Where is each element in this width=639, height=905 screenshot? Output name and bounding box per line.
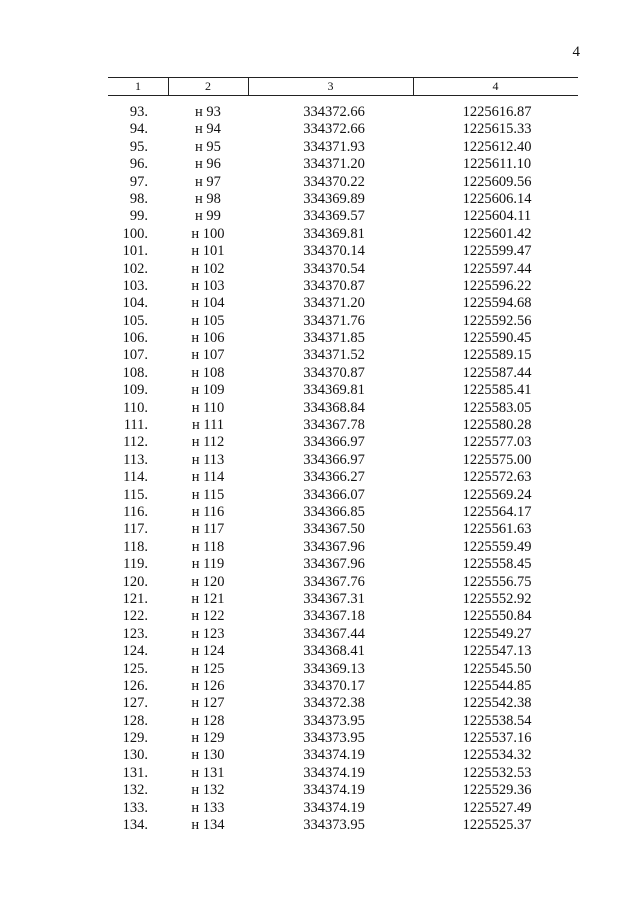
page-number: 4 [572, 44, 580, 60]
coordinate-x: 334372.38 [303, 695, 365, 712]
table-row [0, 713, 639, 730]
coordinate-y: 1225547.13 [462, 643, 532, 660]
table-header [108, 77, 578, 96]
table-row [0, 695, 639, 712]
coordinate-x: 334373.95 [303, 817, 365, 834]
coordinate-x: 334367.44 [303, 625, 365, 642]
table-row [0, 347, 639, 364]
point-label: н 95 [195, 138, 221, 155]
coordinate-y: 1225542.38 [462, 695, 532, 712]
coordinate-y: 1225534.32 [462, 747, 532, 764]
coordinate-y: 1225612.40 [462, 138, 532, 155]
point-index: 96. [129, 156, 148, 173]
point-index: 131. [122, 764, 148, 781]
point-label: н 134 [191, 817, 225, 834]
table-row [0, 469, 639, 486]
point-label: н 133 [191, 799, 225, 816]
coordinate-y: 1225559.49 [462, 538, 532, 555]
point-index: 108. [122, 364, 148, 381]
point-label: н 120 [191, 573, 225, 590]
coordinate-x: 334373.95 [303, 712, 365, 729]
coordinate-x: 334373.95 [303, 730, 365, 747]
table-row [0, 295, 639, 312]
table-row [0, 434, 639, 451]
coordinate-y: 1225604.11 [462, 208, 532, 225]
point-index: 100. [122, 225, 148, 242]
coordinate-y: 1225552.92 [462, 590, 532, 607]
point-index: 115. [123, 486, 148, 503]
point-label: н 114 [191, 469, 225, 486]
table-row [0, 487, 639, 504]
coordinate-y: 1225529.36 [462, 782, 532, 799]
point-index: 95. [129, 138, 148, 155]
point-index: 93. [129, 104, 148, 120]
coordinate-x: 334367.96 [303, 538, 365, 555]
coordinate-x: 334371.76 [303, 312, 365, 329]
table-row [0, 278, 639, 295]
table-row [0, 521, 639, 538]
point-index: 133. [122, 799, 148, 816]
point-index: 132. [122, 782, 148, 799]
point-index: 106. [122, 330, 148, 347]
point-index: 120. [122, 573, 148, 590]
table-row [0, 400, 639, 417]
point-label: н 122 [191, 608, 225, 625]
table-row [0, 730, 639, 747]
coordinate-x: 334370.17 [303, 677, 365, 694]
coordinate-y: 1225545.50 [462, 660, 532, 677]
coordinate-y: 1225537.16 [462, 730, 532, 747]
table-row [0, 556, 639, 573]
coordinate-x: 334366.85 [303, 503, 365, 520]
header-col-3: 3 [327, 79, 334, 93]
coordinate-y: 1225564.17 [462, 503, 532, 520]
point-label: н 124 [191, 643, 225, 660]
coordinate-x: 334368.41 [303, 643, 365, 660]
point-label: н 123 [191, 625, 225, 642]
point-label: н 127 [191, 695, 225, 712]
coordinate-x: 334367.96 [303, 556, 365, 573]
coordinate-x: 334370.22 [303, 173, 365, 190]
point-label: н 119 [191, 556, 225, 573]
coordinate-x: 334369.81 [303, 225, 365, 242]
point-index: 99. [129, 208, 148, 225]
point-label: н 106 [191, 330, 225, 347]
coordinate-y: 1225538.54 [462, 712, 532, 729]
coordinate-y: 1225601.42 [462, 225, 532, 242]
coordinate-x: 334372.66 [303, 121, 365, 138]
point-index: 102. [122, 260, 148, 277]
point-label: н 131 [191, 764, 225, 781]
coordinate-y: 1225544.85 [462, 677, 532, 694]
table-row [0, 626, 639, 643]
coordinate-y: 1225585.41 [462, 382, 532, 399]
table-row [0, 782, 639, 799]
coordinate-x: 334371.52 [303, 347, 365, 364]
point-label: н 128 [191, 712, 225, 729]
table-row [0, 765, 639, 782]
table-row [0, 591, 639, 608]
table-row [0, 121, 639, 138]
table-row [0, 191, 639, 208]
table-row [0, 417, 639, 434]
table-row [0, 678, 639, 695]
point-index: 122. [122, 608, 148, 625]
point-index: 97. [129, 173, 148, 190]
coordinate-y: 1225572.63 [462, 469, 532, 486]
coordinate-y: 1225561.63 [462, 521, 532, 538]
header-col-1: 1 [135, 79, 141, 93]
coordinate-y: 1225580.28 [462, 417, 532, 434]
coordinate-x: 334371.20 [303, 156, 365, 173]
point-label: н 112 [191, 434, 225, 451]
coordinate-y: 1225550.84 [462, 608, 532, 625]
point-index: 121. [122, 590, 148, 607]
coordinate-y: 1225594.68 [462, 295, 532, 312]
coordinate-x: 334369.57 [303, 208, 365, 225]
point-label: н 107 [191, 347, 225, 364]
coordinate-y: 1225597.44 [462, 260, 532, 277]
table-row [0, 800, 639, 817]
coordinate-y: 1225558.45 [462, 556, 532, 573]
table-row [0, 261, 639, 278]
point-label: н 93 [195, 104, 221, 120]
point-label: н 97 [195, 173, 221, 190]
coordinate-y: 1225587.44 [462, 364, 532, 381]
point-index: 130. [122, 747, 148, 764]
point-label: н 98 [195, 190, 221, 207]
coordinate-x: 334366.07 [303, 486, 365, 503]
point-index: 119. [123, 556, 148, 573]
coordinate-x: 334374.19 [303, 782, 365, 799]
coordinate-x: 334370.54 [303, 260, 365, 277]
point-label: н 109 [191, 382, 225, 399]
table-row [0, 365, 639, 382]
coordinate-x: 334374.19 [303, 799, 365, 816]
coordinate-y: 1225556.75 [462, 573, 532, 590]
point-index: 114. [123, 469, 148, 486]
coordinate-x: 334367.76 [303, 573, 365, 590]
coordinate-x: 334369.89 [303, 190, 365, 207]
table-row [0, 608, 639, 625]
point-label: н 94 [195, 121, 221, 138]
coordinate-x: 334371.85 [303, 330, 365, 347]
point-label: н 110 [191, 399, 225, 416]
coordinate-y: 1225599.47 [462, 243, 532, 260]
coordinate-x: 334370.14 [303, 243, 365, 260]
point-label: н 115 [191, 486, 225, 503]
point-label: н 108 [191, 364, 225, 381]
coordinate-x: 334369.13 [303, 660, 365, 677]
coordinate-y: 1225590.45 [462, 330, 532, 347]
coordinate-y: 1225525.37 [462, 817, 532, 834]
coordinate-x: 334369.81 [303, 382, 365, 399]
coordinate-x: 334367.18 [303, 608, 365, 625]
point-label: н 101 [191, 243, 225, 260]
point-index: 127. [122, 695, 148, 712]
coordinate-y: 1225527.49 [462, 799, 532, 816]
table-row [0, 747, 639, 764]
point-label: н 113 [191, 451, 225, 468]
table-row [0, 452, 639, 469]
coordinate-y: 1225592.56 [462, 312, 532, 329]
table-row [0, 661, 639, 678]
point-index: 126. [122, 677, 148, 694]
point-index: 117. [123, 521, 148, 538]
point-index: 104. [122, 295, 148, 312]
coordinate-y: 1225532.53 [462, 764, 532, 781]
table-row [0, 104, 639, 121]
table-row [0, 243, 639, 260]
point-index: 94. [129, 121, 148, 138]
table-row [0, 574, 639, 591]
point-label: н 132 [191, 782, 225, 799]
coordinate-y: 1225589.15 [462, 347, 532, 364]
coordinate-y: 1225577.03 [462, 434, 532, 451]
table-row [0, 313, 639, 330]
point-label: н 129 [191, 730, 225, 747]
coordinate-x: 334367.78 [303, 417, 365, 434]
table-row [0, 539, 639, 556]
point-label: н 118 [191, 538, 225, 555]
point-index: 109. [122, 382, 148, 399]
table-row [0, 226, 639, 243]
table-row [0, 330, 639, 347]
coordinate-y: 1225549.27 [462, 625, 532, 642]
point-label: н 111 [191, 417, 225, 434]
point-label: н 102 [191, 260, 225, 277]
point-label: н 121 [191, 590, 225, 607]
point-index: 103. [122, 277, 148, 294]
table-row [0, 643, 639, 660]
table-row [0, 174, 639, 191]
point-index: 129. [122, 730, 148, 747]
coordinate-y: 1225569.24 [462, 486, 532, 503]
coordinate-x: 334366.97 [303, 451, 365, 468]
table-row [0, 817, 639, 834]
coordinate-y: 1225611.10 [462, 156, 532, 173]
coordinate-y: 1225616.87 [462, 104, 532, 120]
table-row [0, 139, 639, 156]
point-index: 116. [123, 503, 148, 520]
point-label: н 103 [191, 277, 225, 294]
point-index: 124. [122, 643, 148, 660]
point-index: 112. [123, 434, 148, 451]
coordinate-x: 334367.31 [303, 590, 365, 607]
coordinates-table-body [0, 104, 639, 834]
point-label: н 126 [191, 677, 225, 694]
point-index: 123. [122, 625, 148, 642]
point-index: 118. [123, 538, 148, 555]
point-index: 134. [122, 817, 148, 834]
point-index: 113. [123, 451, 148, 468]
coordinate-x: 334372.66 [303, 104, 365, 120]
table-row [0, 208, 639, 225]
point-index: 105. [122, 312, 148, 329]
point-label: н 125 [191, 660, 225, 677]
point-label: н 105 [191, 312, 225, 329]
coordinate-x: 334370.87 [303, 277, 365, 294]
coordinate-x: 334367.50 [303, 521, 365, 538]
table-row [0, 504, 639, 521]
coordinate-y: 1225583.05 [462, 399, 532, 416]
coordinate-x: 334371.20 [303, 295, 365, 312]
coordinate-x: 334374.19 [303, 764, 365, 781]
point-label: н 100 [191, 225, 225, 242]
point-label: н 104 [191, 295, 225, 312]
point-index: 110. [123, 399, 148, 416]
header-col-2: 2 [205, 79, 211, 93]
point-label: н 116 [191, 503, 225, 520]
point-label: н 130 [191, 747, 225, 764]
coordinate-x: 334366.97 [303, 434, 365, 451]
point-index: 125. [122, 660, 148, 677]
coordinate-x: 334366.27 [303, 469, 365, 486]
header-col-4: 4 [492, 79, 499, 93]
point-index: 101. [122, 243, 148, 260]
coordinate-x: 334368.84 [303, 399, 365, 416]
point-label: н 96 [195, 156, 221, 173]
coordinate-y: 1225615.33 [462, 121, 532, 138]
point-index: 98. [129, 190, 148, 207]
table-row [0, 382, 639, 399]
coordinate-y: 1225575.00 [462, 451, 532, 468]
point-label: н 117 [191, 521, 225, 538]
point-index: 128. [122, 712, 148, 729]
table-row [0, 156, 639, 173]
point-index: 107. [122, 347, 148, 364]
coordinate-y: 1225609.56 [462, 173, 532, 190]
coordinate-x: 334371.93 [303, 138, 365, 155]
coordinate-y: 1225606.14 [462, 190, 532, 207]
coordinate-y: 1225596.22 [462, 277, 532, 294]
point-label: н 99 [195, 208, 221, 225]
point-index: 111. [123, 417, 148, 434]
coordinate-x: 334374.19 [303, 747, 365, 764]
coordinate-x: 334370.87 [303, 364, 365, 381]
